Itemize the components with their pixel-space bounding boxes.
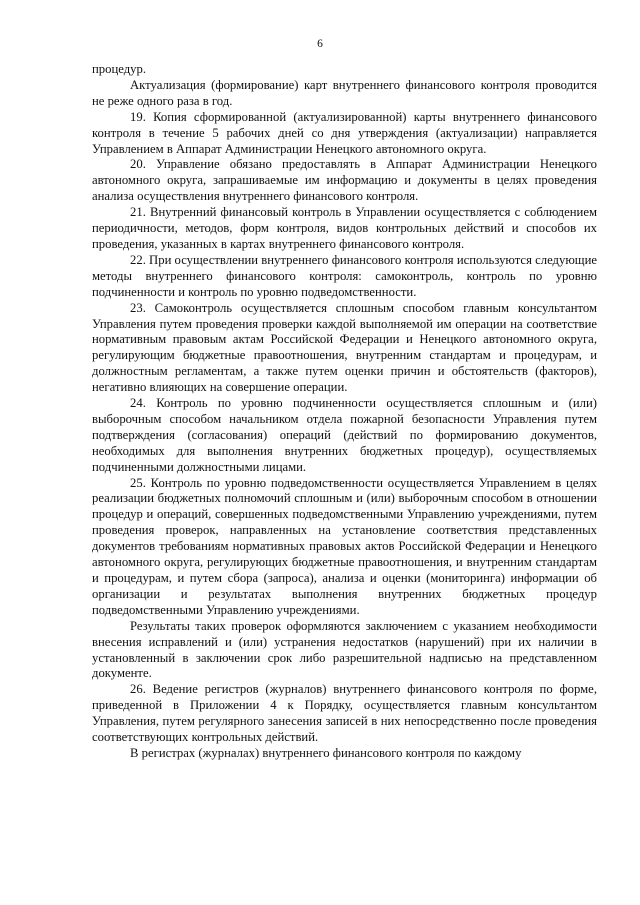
- paragraph: 26. Ведение регистров (журналов) внутреннего финансового контроля по форме, приведенной в Приложении 4 к Порядку, осуществляется главным консультантом Управления, путем регулярного занесения записей в них непосредственно после проведения соответствующих контрольных действий.: [92, 682, 597, 745]
- paragraph: 25. Контроль по уровню подведомственности осуществляется Управлением в целях реализации бюджетных полномочий сплошным и (или) выборочным способом в отношении процедур и операций, совершенных подведомственными Управлению учреждениями, путем проведения проверок, направленных на установление соответствия представленных документов требованиям нормативных правовых актов Российской Федерации и Ненецкого автономного округа, регулирующих бюджетные правоотношения, и внутренним стандартам и процедурам, и путем сбора (запроса), анализа и оценки (мониторинга) информации об организации и результатах выполнения внутренних бюджетных процедур подведомственными Управлению учреждениями.: [92, 475, 597, 617]
- paragraph: Результаты таких проверок оформляются заключением с указанием необходимости внесения исправлений и (или) устранения недостатков (нарушений) при их наличии в установленный в заключении срок либо разрешительной надписью на представленном документе.: [92, 618, 597, 681]
- document-body: [92, 62, 597, 762]
- paragraph: Актуализация (формирование) карт внутреннего финансового контроля проводится не реже одного раза в год.: [92, 77, 597, 108]
- paragraph: 19. Копия сформированной (актуализированной) карты внутреннего финансового контроля в течение 5 рабочих дней со дня утверждения (актуализации) направляется Управлением в Аппарат Администрации Ненецкого автономного округа.: [92, 109, 597, 156]
- paragraph: 22. При осуществлении внутреннего финансового контроля используются следующие методы внутреннего финансового контроля: самоконтроль, контроль по уровню подчиненности и контроль по уровню подведомственности.: [92, 252, 597, 299]
- paragraph: процедур.: [92, 62, 147, 76]
- paragraph: 23. Самоконтроль осуществляется сплошным способом главным консультантом Управления путем проведения проверки каждой выполняемой им операции на соответствие нормативным правовым актам Российской Федерации и Ненецкого автономного округа, регулирующим бюджетные правоотношения, внутренним стандартам и процедурам, и должностным регламентам, а также путем оценки причин и обстоятельств (факторов), негативно влияющих на совершение операции.: [92, 300, 597, 395]
- paragraph: 24. Контроль по уровню подчиненности осуществляется сплошным и (или) выборочным способом начальником отдела пожарной безопасности Управления путем подтверждения (согласования) операций (действий по формированию документов, необходимых для выполнения внутренних бюджетных процедур), осуществляемых подчиненными должностными лицами.: [92, 396, 597, 474]
- paragraph: В регистрах (журналах) внутреннего финансового контроля по каждому: [130, 745, 522, 760]
- page-number: 6: [317, 38, 323, 50]
- paragraph: 20. Управление обязано предоставлять в Аппарат Администрации Ненецкого автономного округа, запрашиваемые им информацию и документы в целях проведения анализа осуществления внутреннего финансового контроля.: [92, 157, 597, 204]
- paragraph: 21. Внутренний финансовый контроль в Управлении осуществляется с соблюдением периодичности, методов, форм контроля, видов контрольных действий и способов их проведения, указанных в картах внутреннего финансового контроля.: [92, 205, 597, 251]
